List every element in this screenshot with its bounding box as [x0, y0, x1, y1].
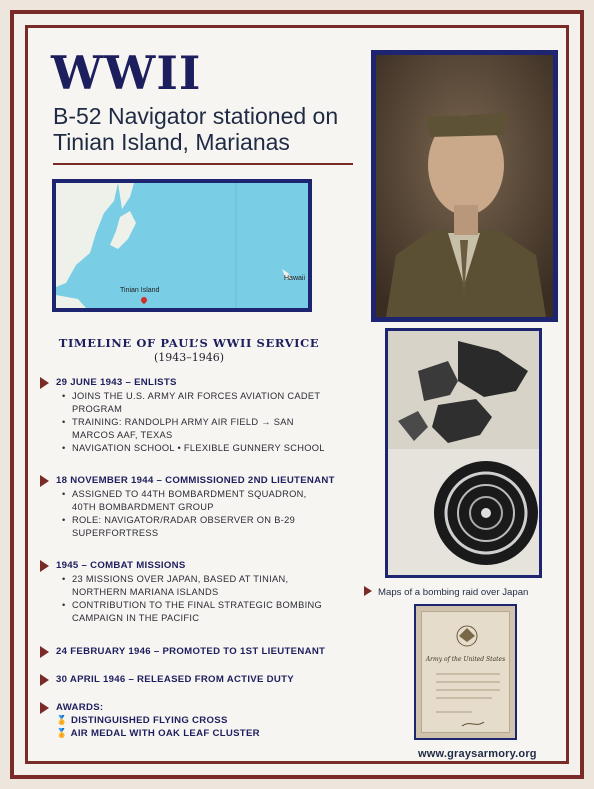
- awards-heading: AWARDS:: [40, 701, 370, 714]
- certificate-title: Army of the United States: [425, 656, 506, 663]
- bullet-item-continued: MARCOS AAF, TEXAS: [72, 430, 173, 440]
- website-url[interactable]: www.graysarmory.org: [418, 748, 537, 760]
- entry-heading: 30 APRIL 1946 – RELEASED FROM ACTIVE DUTY: [40, 673, 370, 686]
- page-subtitle: B-52 Navigator stationed on Tinian Island, Marianas: [53, 103, 339, 155]
- bullet-item-continued: SUPERFORTRESS: [72, 528, 159, 538]
- raid-caption: Maps of a bombing raid over Japan: [364, 586, 528, 598]
- arrow-icon: [40, 475, 49, 487]
- pacific-map: [52, 179, 312, 312]
- medal-icon: 🏅: [56, 715, 68, 725]
- entry-bullets: [40, 390, 370, 455]
- entry-bullets: [40, 488, 370, 540]
- map-label-hawaii: Hawaii: [284, 275, 306, 282]
- bullet-item-continued: NORTHERN MARIANA ISLANDS: [72, 587, 219, 597]
- bombing-raid-maps: [385, 328, 542, 578]
- medal-icon: 🏅: [56, 728, 68, 738]
- commission-certificate: [414, 604, 517, 740]
- timeline-entry-feb-1946: [40, 645, 370, 658]
- award-item: 🏅 AIR MEDAL WITH OAK LEAF CLUSTER: [56, 728, 260, 739]
- portrait-figure: [376, 55, 553, 317]
- entry-heading: 24 FEBRUARY 1946 – PROMOTED TO 1ST LIEUTENANT: [40, 645, 370, 658]
- timeline-title: TIMELINE OF PAUL’S WWII SERVICE: [58, 336, 320, 350]
- timeline-entry-1945: [40, 559, 370, 625]
- bullet-item: • ROLE: NAVIGATOR/RADAR OBSERVER ON B-29: [40, 514, 370, 527]
- arrow-icon: [40, 702, 49, 714]
- entry-heading: 1945 – COMBAT MISSIONS: [40, 559, 370, 572]
- entry-heading: 18 NOVEMBER 1944 – COMMISSIONED 2ND LIEUTENANT: [40, 474, 370, 487]
- timeline-years: (1943–1946): [153, 351, 225, 364]
- map-label-tinian: Tinian Island: [120, 287, 160, 294]
- awards-section: [40, 701, 370, 740]
- arrow-icon: [40, 377, 49, 389]
- bullet-item: • NAVIGATION SCHOOL • FLEXIBLE GUNNERY SCHOOL: [40, 442, 370, 455]
- map-landmass: [56, 183, 308, 308]
- bullet-item-continued: 40TH BOMBARDMENT GROUP: [72, 502, 214, 512]
- bullet-item: • TRAINING: RANDOLPH ARMY AIR FIELD → SAN: [40, 416, 370, 429]
- timeline-entry-apr-1946: [40, 673, 370, 686]
- bullet-item-continued: CAMPAIGN IN THE PACIFIC: [72, 613, 200, 623]
- bullet-item-continued: PROGRAM: [72, 404, 123, 414]
- raid-map-illustration: [388, 331, 539, 575]
- entry-bullets: [40, 573, 370, 625]
- arrow-icon: [40, 674, 49, 686]
- timeline-entry-1944: [40, 474, 370, 540]
- bullet-item: • 23 MISSIONS OVER JAPAN, BASED AT TINIAN,: [40, 573, 370, 586]
- bullet-item: • CONTRIBUTION TO THE FINAL STRATEGIC BOMBING: [40, 599, 370, 612]
- arrow-icon: [364, 586, 372, 596]
- bullet-item: • ASSIGNED TO 44TH BOMBARDMENT SQUADRON,: [40, 488, 370, 501]
- eagle-seal-icon: [422, 612, 513, 736]
- timeline-entry-1943: [40, 376, 370, 455]
- certificate-paper: [421, 611, 510, 733]
- bullet-item: • JOINS THE U.S. ARMY AIR FORCES AVIATION CADET: [40, 390, 370, 403]
- page-title: WWII: [51, 46, 202, 100]
- title-divider: [53, 163, 353, 165]
- award-item: 🏅 DISTINGUISHED FLYING CROSS: [56, 715, 228, 726]
- arrow-icon: [40, 646, 49, 658]
- arrow-icon: [40, 560, 49, 572]
- entry-heading: 29 JUNE 1943 – ENLISTS: [40, 376, 370, 389]
- portrait-photo: [371, 50, 558, 322]
